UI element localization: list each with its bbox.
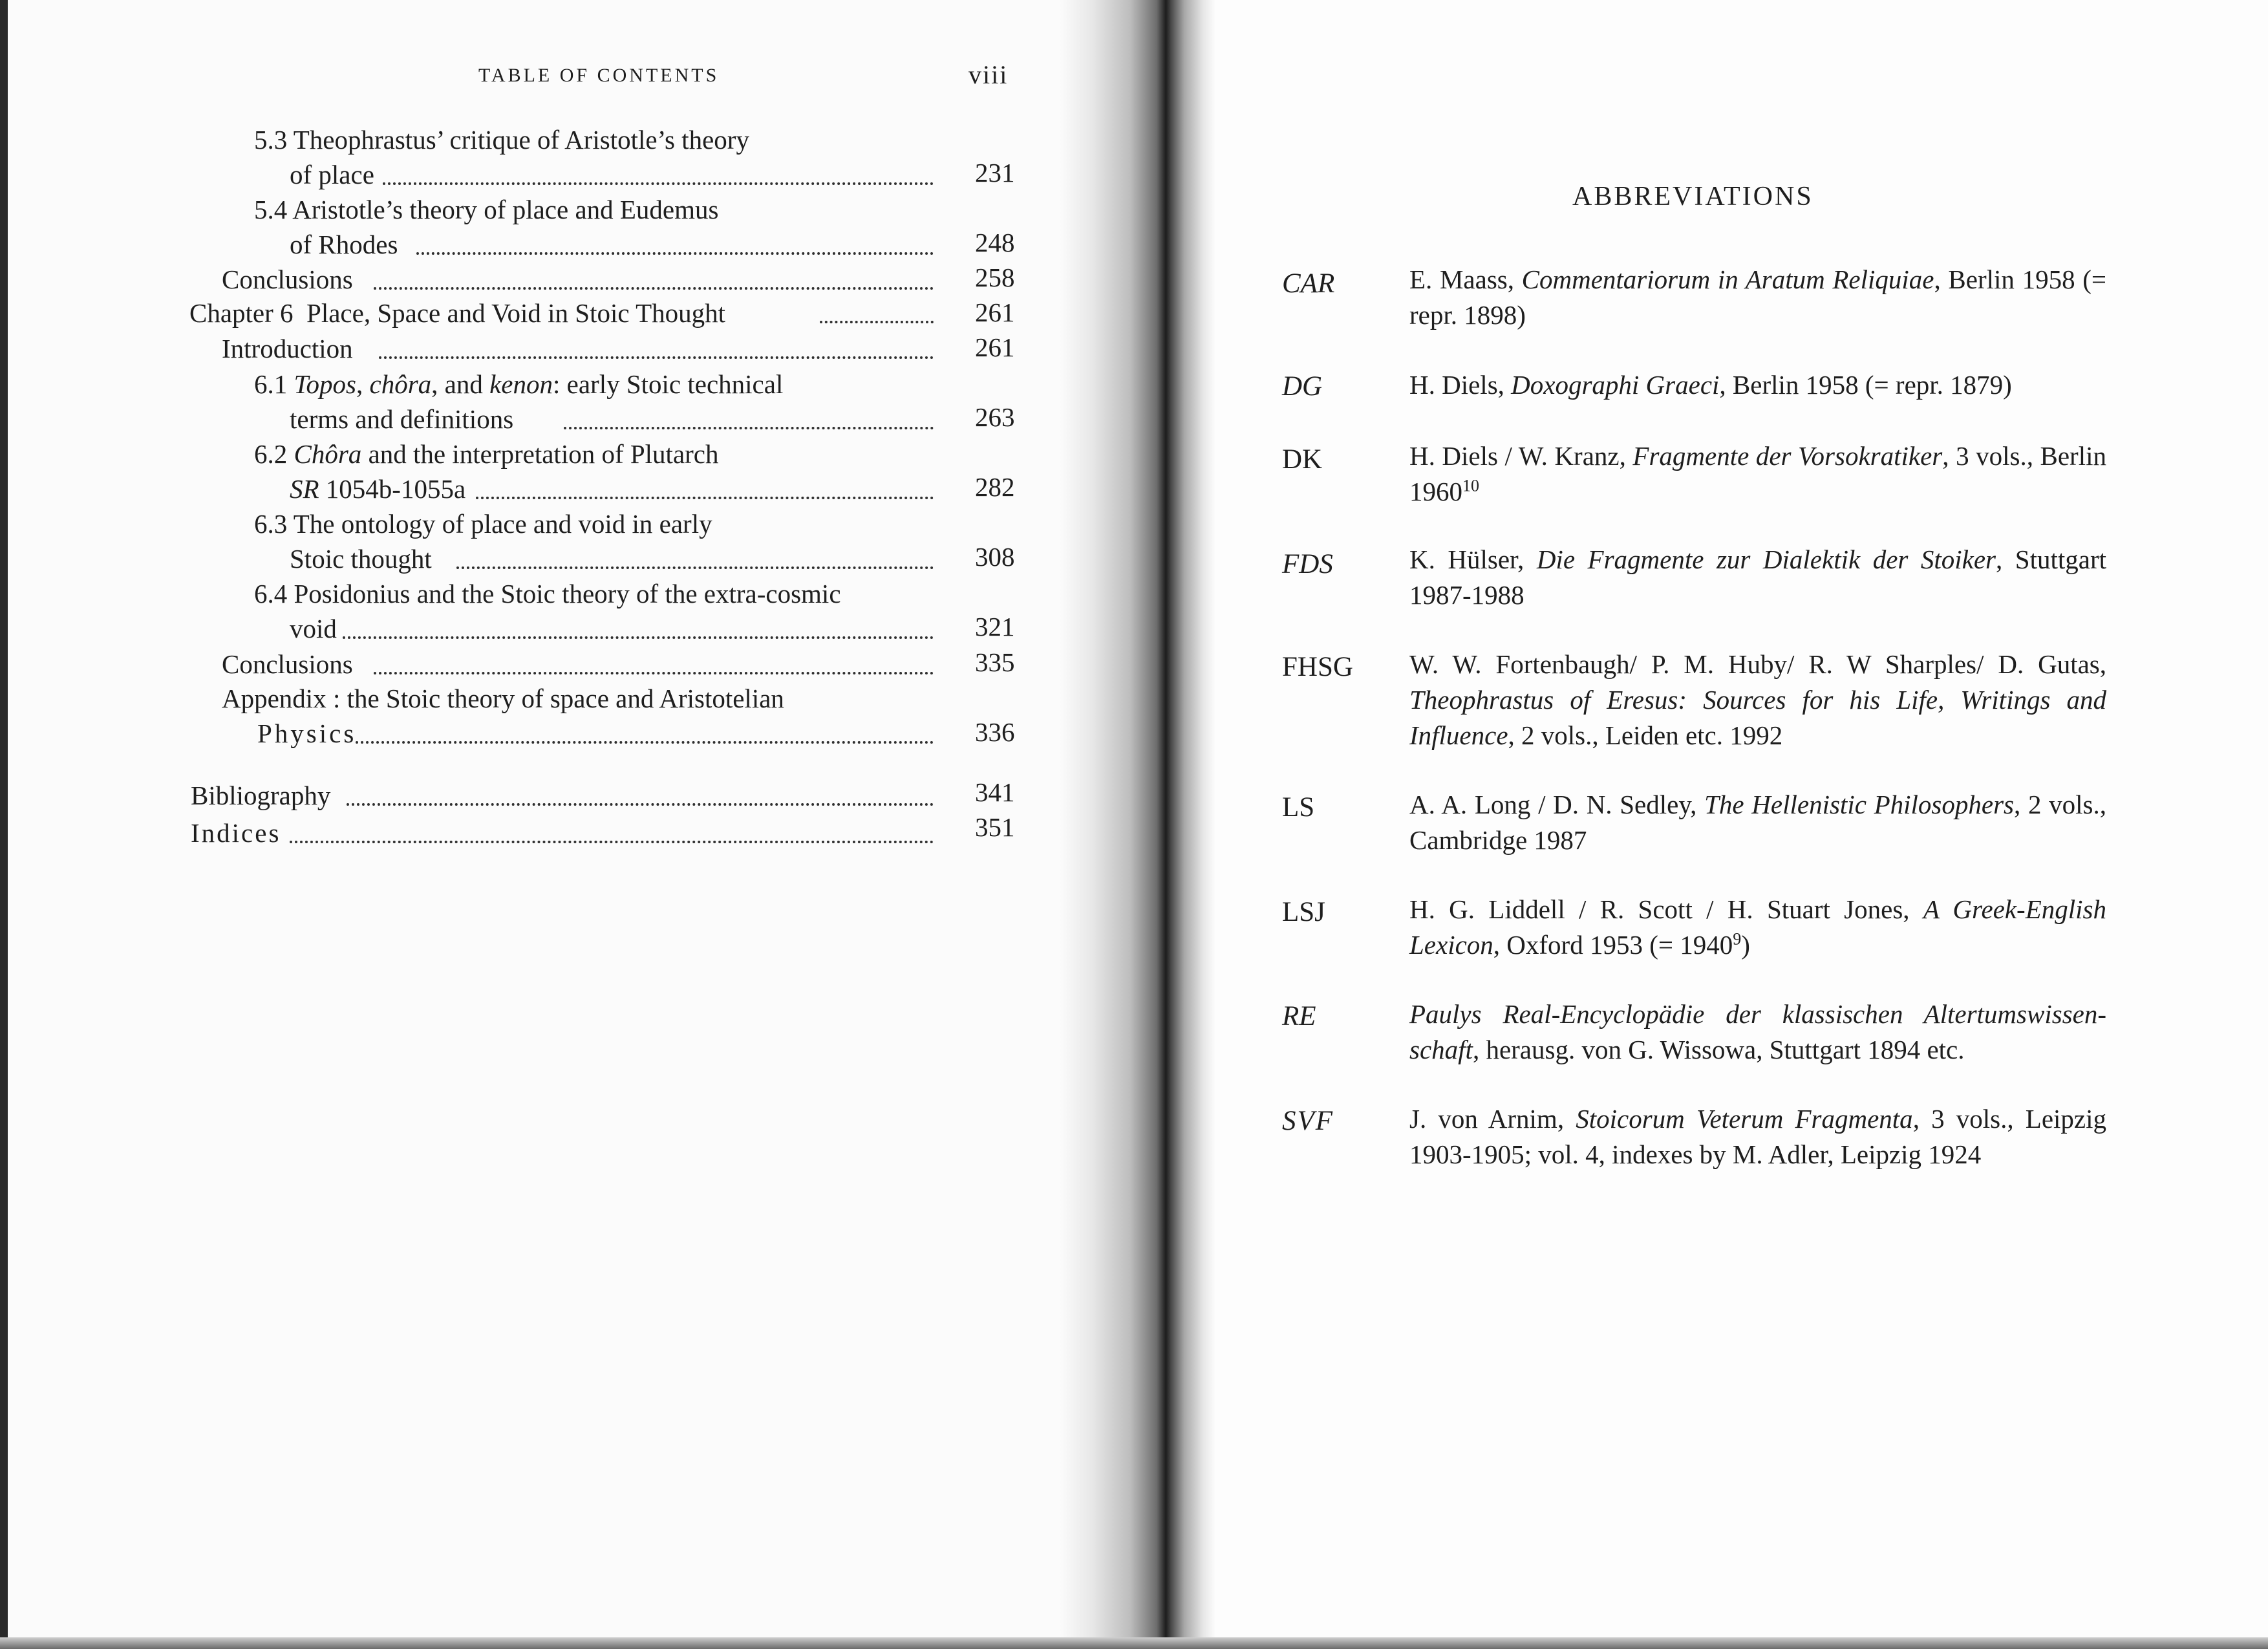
- dot-leader: [374, 672, 934, 674]
- abbreviation-key: SVF: [1282, 1106, 1334, 1136]
- toc-page-number: 341: [975, 777, 1015, 807]
- running-head: TABLE OF CONTENTS: [478, 65, 720, 86]
- toc-page-number: 231: [975, 158, 1015, 188]
- toc-page-number: 263: [975, 402, 1015, 432]
- dot-leader: [383, 182, 934, 185]
- dot-leader: [290, 841, 934, 843]
- toc-entry-line: of Rhodes: [290, 230, 398, 259]
- toc-entry-line: terms and definitions: [290, 404, 514, 434]
- toc-page-number: 335: [975, 647, 1015, 677]
- toc-entry-line: void: [290, 614, 337, 643]
- abbreviation-key: FHSG: [1282, 652, 1353, 682]
- dot-leader: [456, 566, 934, 569]
- abbreviation-description: W. W. Fortenbaugh/ P. M. Huby/ R. W Sharples/ D. Gutas, Theophrastus of Eresus: Sources for his Life, Writings and Influence, 2 vols., Leiden etc. 1992: [1409, 649, 2106, 750]
- abbreviation-description: H. Diels / W. Kranz, Fragmente der Vorsokratiker, 3 vols., Berlin 1960$^{10}$: [1409, 441, 2106, 506]
- abbreviation-description: Paulys Real-Encyclopädie der klassischen Altertumswissen-schaft, herausg. von G. Wissowa, Stuttgart 1894 etc.: [1409, 999, 2106, 1064]
- toc-entry-line: 6.3 The ontology of place and void in early: [254, 509, 712, 539]
- abbreviation-description: E. Maass, Commentariorum in Aratum Reliquiae, Berlin 1958 (= repr. 1898): [1409, 264, 2107, 330]
- abbreviation-description: J. von Arnim, Stoicorum Veterum Fragmenta, 3 vols., Leipzig 1903-1905; vol. 4, indexes by M. Adler, Leipzig 1924: [1409, 1104, 2107, 1169]
- dot-leader: [356, 741, 934, 744]
- abbreviation-description: H. G. Liddell / R. Scott / H. Stuart Jones, A Greek-English Lexicon, Oxford 1953 (= $1940^9$): [1409, 894, 2106, 960]
- toc-entry-line: Introduction: [222, 334, 353, 363]
- dot-leader: [564, 427, 934, 429]
- toc-page-number: 282: [975, 472, 1015, 502]
- toc-entry-line: Bibliography: [191, 781, 331, 810]
- toc-page-number: 258: [975, 263, 1015, 292]
- abbreviation-key: LSJ: [1282, 897, 1325, 927]
- toc-entry-line: SR 1054b-1055a: [290, 474, 466, 504]
- toc-page-number: 351: [975, 812, 1015, 842]
- abbreviation-key: FDS: [1282, 549, 1333, 579]
- abbreviation-key: RE: [1282, 1001, 1316, 1031]
- dot-leader: [347, 803, 934, 806]
- scan-bottom-edge: [0, 1637, 2268, 1649]
- toc-entry-line: 6.2 Chôra and the interpretation of Plutarch: [254, 439, 719, 469]
- toc-entry-line: 5.3 Theophrastus’ critique of Aristotle’s theory: [254, 125, 749, 155]
- section-heading: ABBREVIATIONS: [1572, 182, 1813, 211]
- abbreviation-description: K. Hülser, Die Fragmente zur Dialektik der Stoiker, Stuttgart 1987-1988: [1409, 544, 2107, 610]
- dot-leader: [476, 497, 934, 499]
- book-gutter-shadow: [1060, 0, 1215, 1649]
- toc-entry-line: Conclusions: [222, 649, 353, 679]
- toc-entry-line: Physics: [257, 718, 357, 748]
- left-page: [0, 0, 1131, 1649]
- abbreviation-key: CAR: [1282, 268, 1335, 299]
- abbreviation-description: A. A. Long / D. N. Sedley, The Hellenistic Philosophers, 2 vols., Cambridge 1987: [1409, 790, 2106, 855]
- toc-entry-line: Appendix : the Stoic theory of space and Aristotelian: [222, 684, 784, 713]
- dot-leader: [343, 636, 934, 639]
- toc-entry-line: 6.1 Topos, chôra, and kenon: early Stoic technical: [254, 369, 784, 399]
- abbreviation-key: DK: [1282, 444, 1323, 475]
- toc-entry-line: of place: [290, 160, 374, 189]
- dot-leader: [820, 321, 934, 323]
- scan-edge: [0, 0, 8, 1649]
- toc-entry-line: Conclusions: [222, 264, 353, 294]
- dot-leader: [379, 356, 934, 359]
- abbreviation-description: H. Diels, Doxographi Graeci, Berlin 1958 (= repr. 1879): [1409, 370, 2012, 400]
- toc-entry-line: 6.4 Posidonius and the Stoic theory of the extra-cosmic: [254, 579, 841, 609]
- toc-entry-line: 5.4 Aristotle’s theory of place and Eudemus: [254, 195, 719, 224]
- toc-page-number: 261: [975, 332, 1015, 362]
- dot-leader: [416, 252, 934, 255]
- toc-page-number: 248: [975, 228, 1015, 257]
- abbreviation-key: DG: [1282, 371, 1323, 402]
- toc-page-number: 336: [975, 717, 1015, 747]
- dot-leader: [374, 287, 934, 290]
- toc-entry-line: Indices: [191, 818, 281, 848]
- abbreviation-key: LS: [1282, 792, 1315, 823]
- toc-page-number: 261: [975, 297, 1015, 327]
- toc-page-number: 321: [975, 612, 1015, 641]
- page-number: viii: [968, 60, 1009, 89]
- toc-page-number: 308: [975, 542, 1015, 572]
- toc-entry-line: Stoic thought: [290, 544, 432, 574]
- toc-chapter-line: Chapter 6 Place, Space and Void in Stoic Thought: [189, 298, 726, 328]
